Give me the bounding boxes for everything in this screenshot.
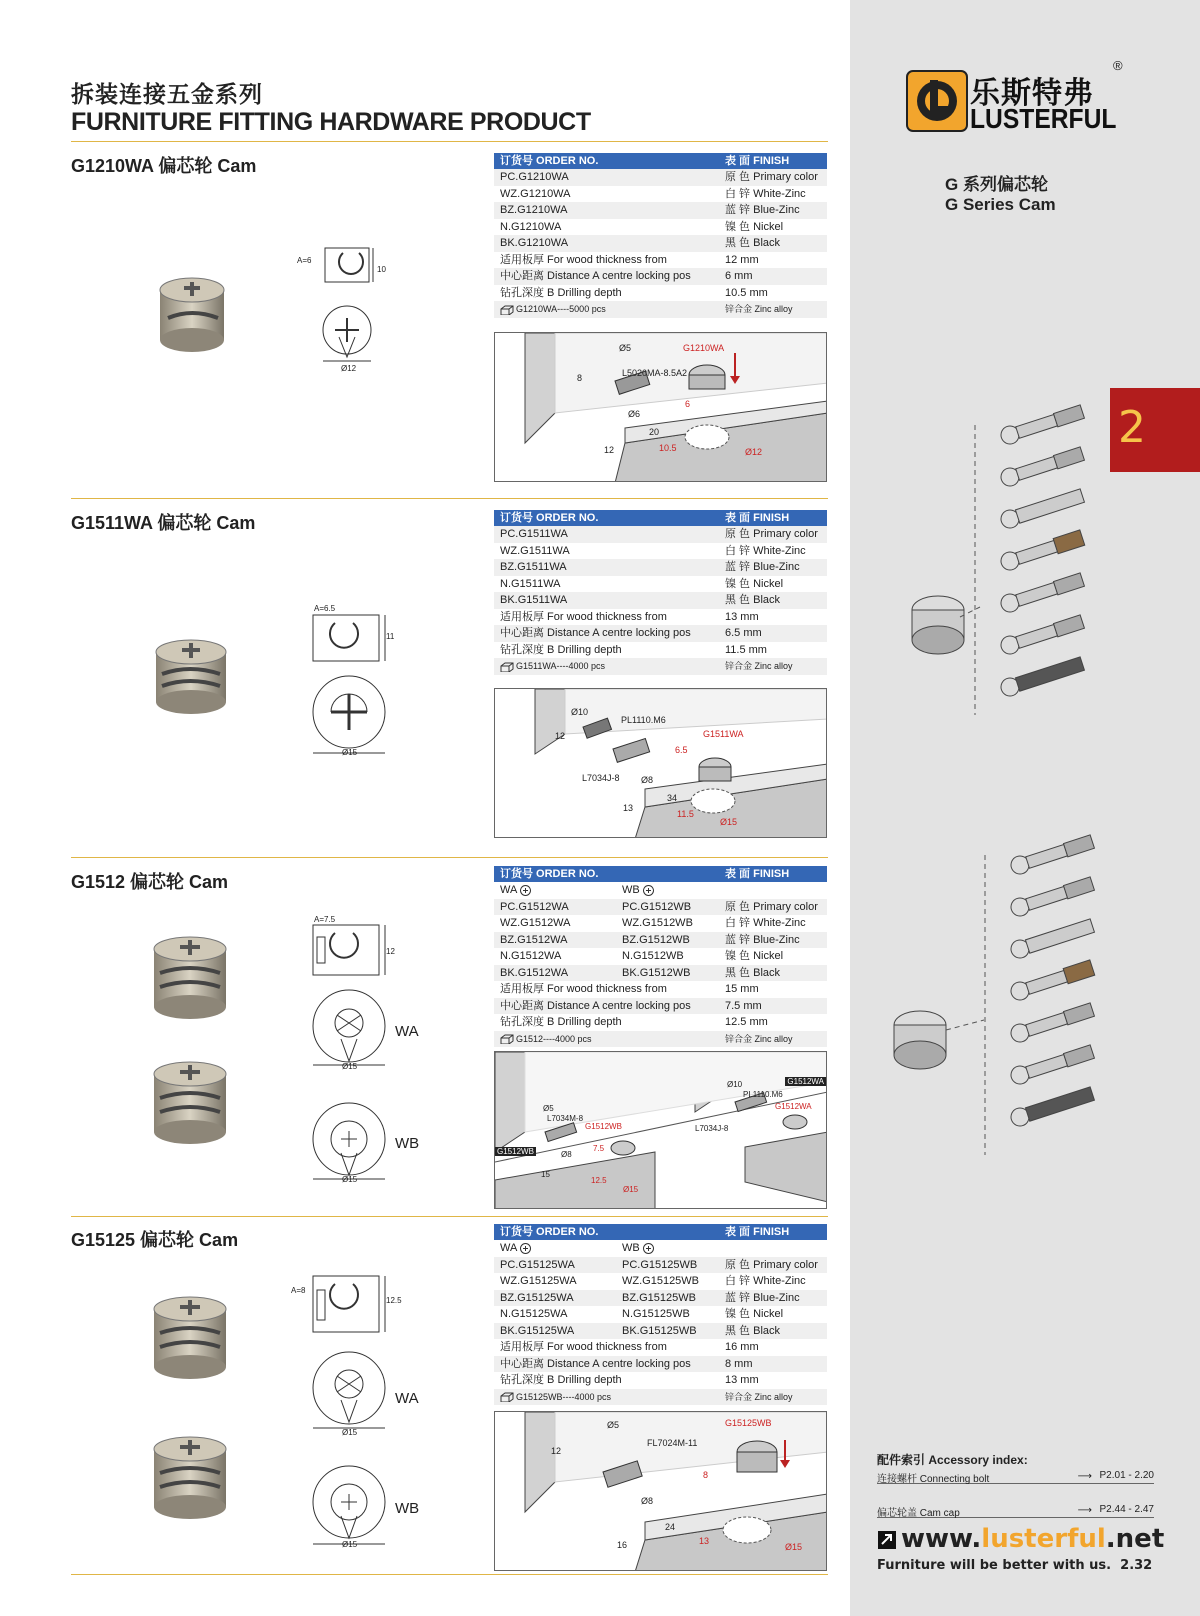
arrow-right-icon: ⟶ [1077,1471,1092,1482]
dim-d: Ø15 [342,1175,358,1184]
bolt-illustration-group [880,395,1120,715]
cross-recess-icon [643,1243,654,1254]
website-link[interactable]: www.lusterful.net [877,1524,1164,1554]
dim-h: 12 [386,947,395,956]
brand-name-en: LUSTERFUL [970,103,1117,134]
product-title: G1512 偏芯轮 Cam [71,872,229,892]
series-title-cn: G 系列偏芯轮 [945,175,1048,194]
bolt-illustration-group [880,825,1120,1155]
brand-name-cn: 乐斯特弗 [970,77,1094,110]
accessory-index-title: 配件索引 Accessory index: [877,1453,1028,1467]
cross-recess-icon [520,885,531,896]
dim-d: Ø15 [342,1540,358,1549]
dim-a: A=7.5 [314,915,336,924]
dim-h: 10 [377,265,386,274]
series-title-en: G Series Cam [945,195,1056,214]
box-icon [500,662,514,672]
product-title: G15125 偏芯轮 Cam [71,1230,239,1250]
cam-photo [150,1435,232,1525]
page-number: 2.32 [1120,1558,1153,1573]
dimension-drawing [305,915,405,1190]
installation-diagram: Ø5 8 L5020MA-8.5A2 G1210WA Ø6 6 20 12 10.5 Ø12 [494,332,827,482]
spec-table: 订货号 ORDER NO. 表 面 FINISH WA WB PC.G1512WA PC.G1512WB 原 色 Primary color WZ.G1512WA WZ.G1512WB 白 锌 White-Zinc BZ.G1512WA BZ.G1512WB 蓝 锌 Blue-Zinc N.G1512WA N.G1512WB 镍 色 Nickel BK.G1512WA BK.G1512WB 黑 色 Black 适用板厚 For wood thickness from 15 mm 中心距离 Distance A centre locking pos 7.5 mm 钻孔深度 B Drilling depth 12.5 mm G1512----4000 pcs 锌合金 Zinc alloy [494,866,827,1047]
dim-a: A=8 [291,1286,306,1295]
cam-photo [150,935,232,1025]
dim-d: Ø15 [342,1062,358,1071]
registered-mark: ® [1113,58,1123,73]
wb-label: WB [395,1500,420,1517]
cross-recess-icon [520,1243,531,1254]
dimension-drawing [305,605,405,760]
product-title: G1210WA 偏芯轮 Cam [71,156,257,176]
accessory-item[interactable]: 连接螺杆 Connecting bolt ⟶ P2.01 - 2.20 [877,1470,1154,1485]
box-icon [500,1034,514,1044]
installation-diagram: Ø5 12 FL7024M-11 G15125WB 8 Ø8 24 16 13 Ø15 [494,1411,827,1571]
chapter-tab: 2 [1110,388,1200,472]
installation-diagram: G1512WB G1512WA Ø5 L7034M-8 Ø10 PL1110.M6 L7034J-8 G1512WB G1512WA 7.5 Ø8 15 12.5 Ø15 [494,1051,827,1209]
dim-h: 11 [386,632,395,641]
cam-photo [150,1295,232,1385]
accessory-item[interactable]: 偏芯轮盖 Cam cap ⟶ P2.44 - 2.47 [877,1504,1154,1519]
divider [71,1216,828,1217]
divider [71,141,828,142]
spec-table: 订货号 ORDER NO. 表 面 FINISH WA WB PC.G15125WA PC.G15125WB 原 色 Primary color WZ.G15125WA WZ.G15125WB 白 锌 White-Zinc BZ.G15125WA BZ.G15125WB 蓝 锌 Blue-Zinc N.G15125WA N.G15125WB 镍 色 Nickel BK.G15125WA BK.G15125WB 黑 色 Black 适用板厚 For wood thickness from 16 mm 中心距离 Distance A centre locking pos 8 mm 钻孔深度 B Drilling depth 13 mm G15125WB----4000 pcs 锌合金 Zinc alloy [494,1224,827,1405]
wa-label: WA [395,1023,419,1040]
catalog-title-en: FURNITURE FITTING HARDWARE PRODUCT [71,108,591,136]
dim-d: Ø15 [342,1428,358,1437]
divider [71,498,828,499]
wa-label: WA [395,1390,419,1407]
box-icon [500,305,514,315]
spec-table: 订货号 ORDER NO. 表 面 FINISH PC.G1511WA 原 色 Primary color WZ.G1511WA 白 锌 White-Zinc BZ.G1511WA 蓝 锌 Blue-Zinc N.G1511WA 镍 色 Nickel BK.G1511WA 黑 色 Black 适用板厚 For wood thickness from 13 mm 中心距离 Distance A centre locking pos 6.5 mm 钻孔深度 B Drilling depth 11.5 mm G1511WA----4000 pcs 锌合金 Zinc alloy [494,510,827,675]
cam-photo [158,276,228,356]
divider [71,1574,828,1575]
box-icon [500,1392,514,1402]
dim-d: Ø12 [341,364,357,373]
side-panel [850,0,1200,1616]
dim-a: A=6.5 [314,604,336,613]
logo-mark-icon [877,1530,897,1550]
dim-a: A=6 [297,256,312,265]
cross-recess-icon [643,885,654,896]
cam-photo [152,638,232,720]
cam-photo [150,1060,232,1150]
wb-label: WB [395,1135,420,1152]
slogan: Furniture will be better with us. 2.32 [877,1558,1153,1573]
dim-h: 12.5 [386,1296,402,1305]
dim-d: Ø15 [342,748,358,757]
dimension-drawing [295,1270,405,1555]
arrow-right-icon: ⟶ [1077,1505,1092,1516]
product-title: G1511WA 偏芯轮 Cam [71,513,256,533]
spec-table: 订货号 ORDER NO. 表 面 FINISH PC.G1210WA 原 色 Primary color WZ.G1210WA 白 锌 White-Zinc BZ.G1210WA 蓝 锌 Blue-Zinc N.G1210WA 镍 色 Nickel BK.G1210WA 黑 色 Black 适用板厚 For wood thickness from 12 mm 中心距离 Distance A centre locking pos 6 mm 钻孔深度 B Drilling depth 10.5 mm G1210WA----5000 pcs 锌合金 Zinc alloy [494,153,827,318]
installation-diagram: Ø10 12 PL1110.M6 L7034J-8 G1511WA 6.5 Ø8 34 13 11.5 Ø15 [494,688,827,838]
catalog-title-cn: 拆装连接五金系列 [71,81,263,107]
brand-logo-icon [906,70,968,132]
divider [71,857,828,858]
